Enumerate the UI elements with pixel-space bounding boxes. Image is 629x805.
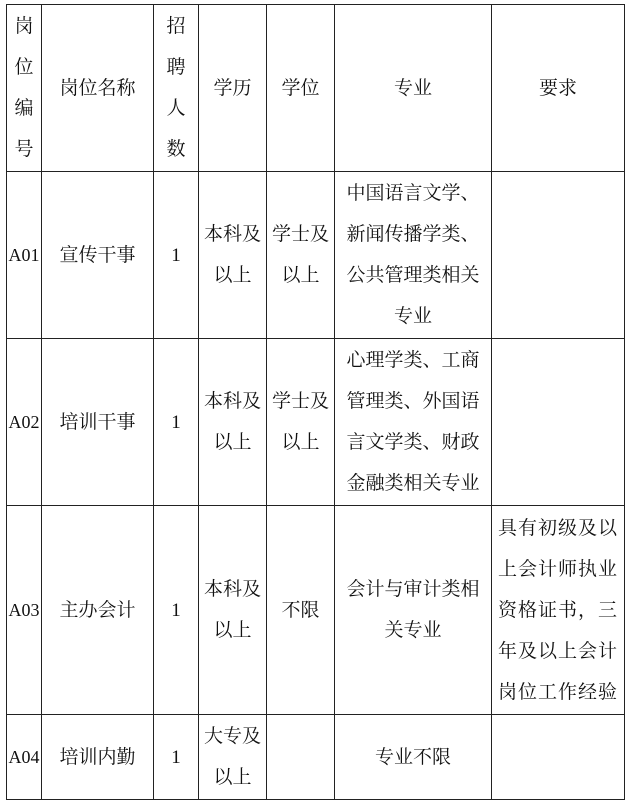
header-code: 岗 位 编 号 bbox=[7, 5, 42, 172]
row-name: 培训干事 bbox=[42, 339, 154, 506]
row-requirement bbox=[492, 339, 625, 506]
row-education: 大专及 以上 bbox=[199, 715, 267, 800]
row-name: 培训内勤 bbox=[42, 715, 154, 800]
row-count: 1 bbox=[154, 339, 199, 506]
table-row bbox=[7, 172, 625, 339]
table-row bbox=[7, 506, 625, 715]
header-major: 专业 bbox=[335, 5, 492, 172]
row-degree: 学士及 以上 bbox=[267, 172, 335, 339]
row-education: 本科及 以上 bbox=[199, 339, 267, 506]
row-major: 中国语言文学、 新闻传播学类、 公共管理类相关 专业 bbox=[335, 172, 492, 339]
row-code: A02 bbox=[7, 339, 42, 506]
row-requirement: 具有初级及以 上会计师执业 资格证书，三 年及以上会计 岗位工作经验 bbox=[492, 506, 625, 715]
row-code: A03 bbox=[7, 506, 42, 715]
row-count: 1 bbox=[154, 172, 199, 339]
header-count: 招 聘 人 数 bbox=[154, 5, 199, 172]
row-degree: 不限 bbox=[267, 506, 335, 715]
row-count: 1 bbox=[154, 506, 199, 715]
row-degree: 学士及 以上 bbox=[267, 339, 335, 506]
row-education: 本科及 以上 bbox=[199, 172, 267, 339]
row-major: 心理学类、工商 管理类、外国语 言文学类、财政 金融类相关专业 bbox=[335, 339, 492, 506]
row-name: 主办会计 bbox=[42, 506, 154, 715]
row-degree bbox=[267, 715, 335, 800]
table-row bbox=[7, 715, 625, 800]
row-code: A01 bbox=[7, 172, 42, 339]
header-education: 学历 bbox=[199, 5, 267, 172]
row-requirement bbox=[492, 715, 625, 800]
row-education: 本科及 以上 bbox=[199, 506, 267, 715]
header-name: 岗位名称 bbox=[42, 5, 154, 172]
header-row bbox=[7, 5, 625, 172]
row-requirement bbox=[492, 172, 625, 339]
row-code: A04 bbox=[7, 715, 42, 800]
row-name: 宣传干事 bbox=[42, 172, 154, 339]
row-count: 1 bbox=[154, 715, 199, 800]
row-major: 专业不限 bbox=[335, 715, 492, 800]
recruitment-table bbox=[6, 4, 625, 800]
row-major: 会计与审计类相 关专业 bbox=[335, 506, 492, 715]
header-degree: 学位 bbox=[267, 5, 335, 172]
header-requirement: 要求 bbox=[492, 5, 625, 172]
table-row bbox=[7, 339, 625, 506]
